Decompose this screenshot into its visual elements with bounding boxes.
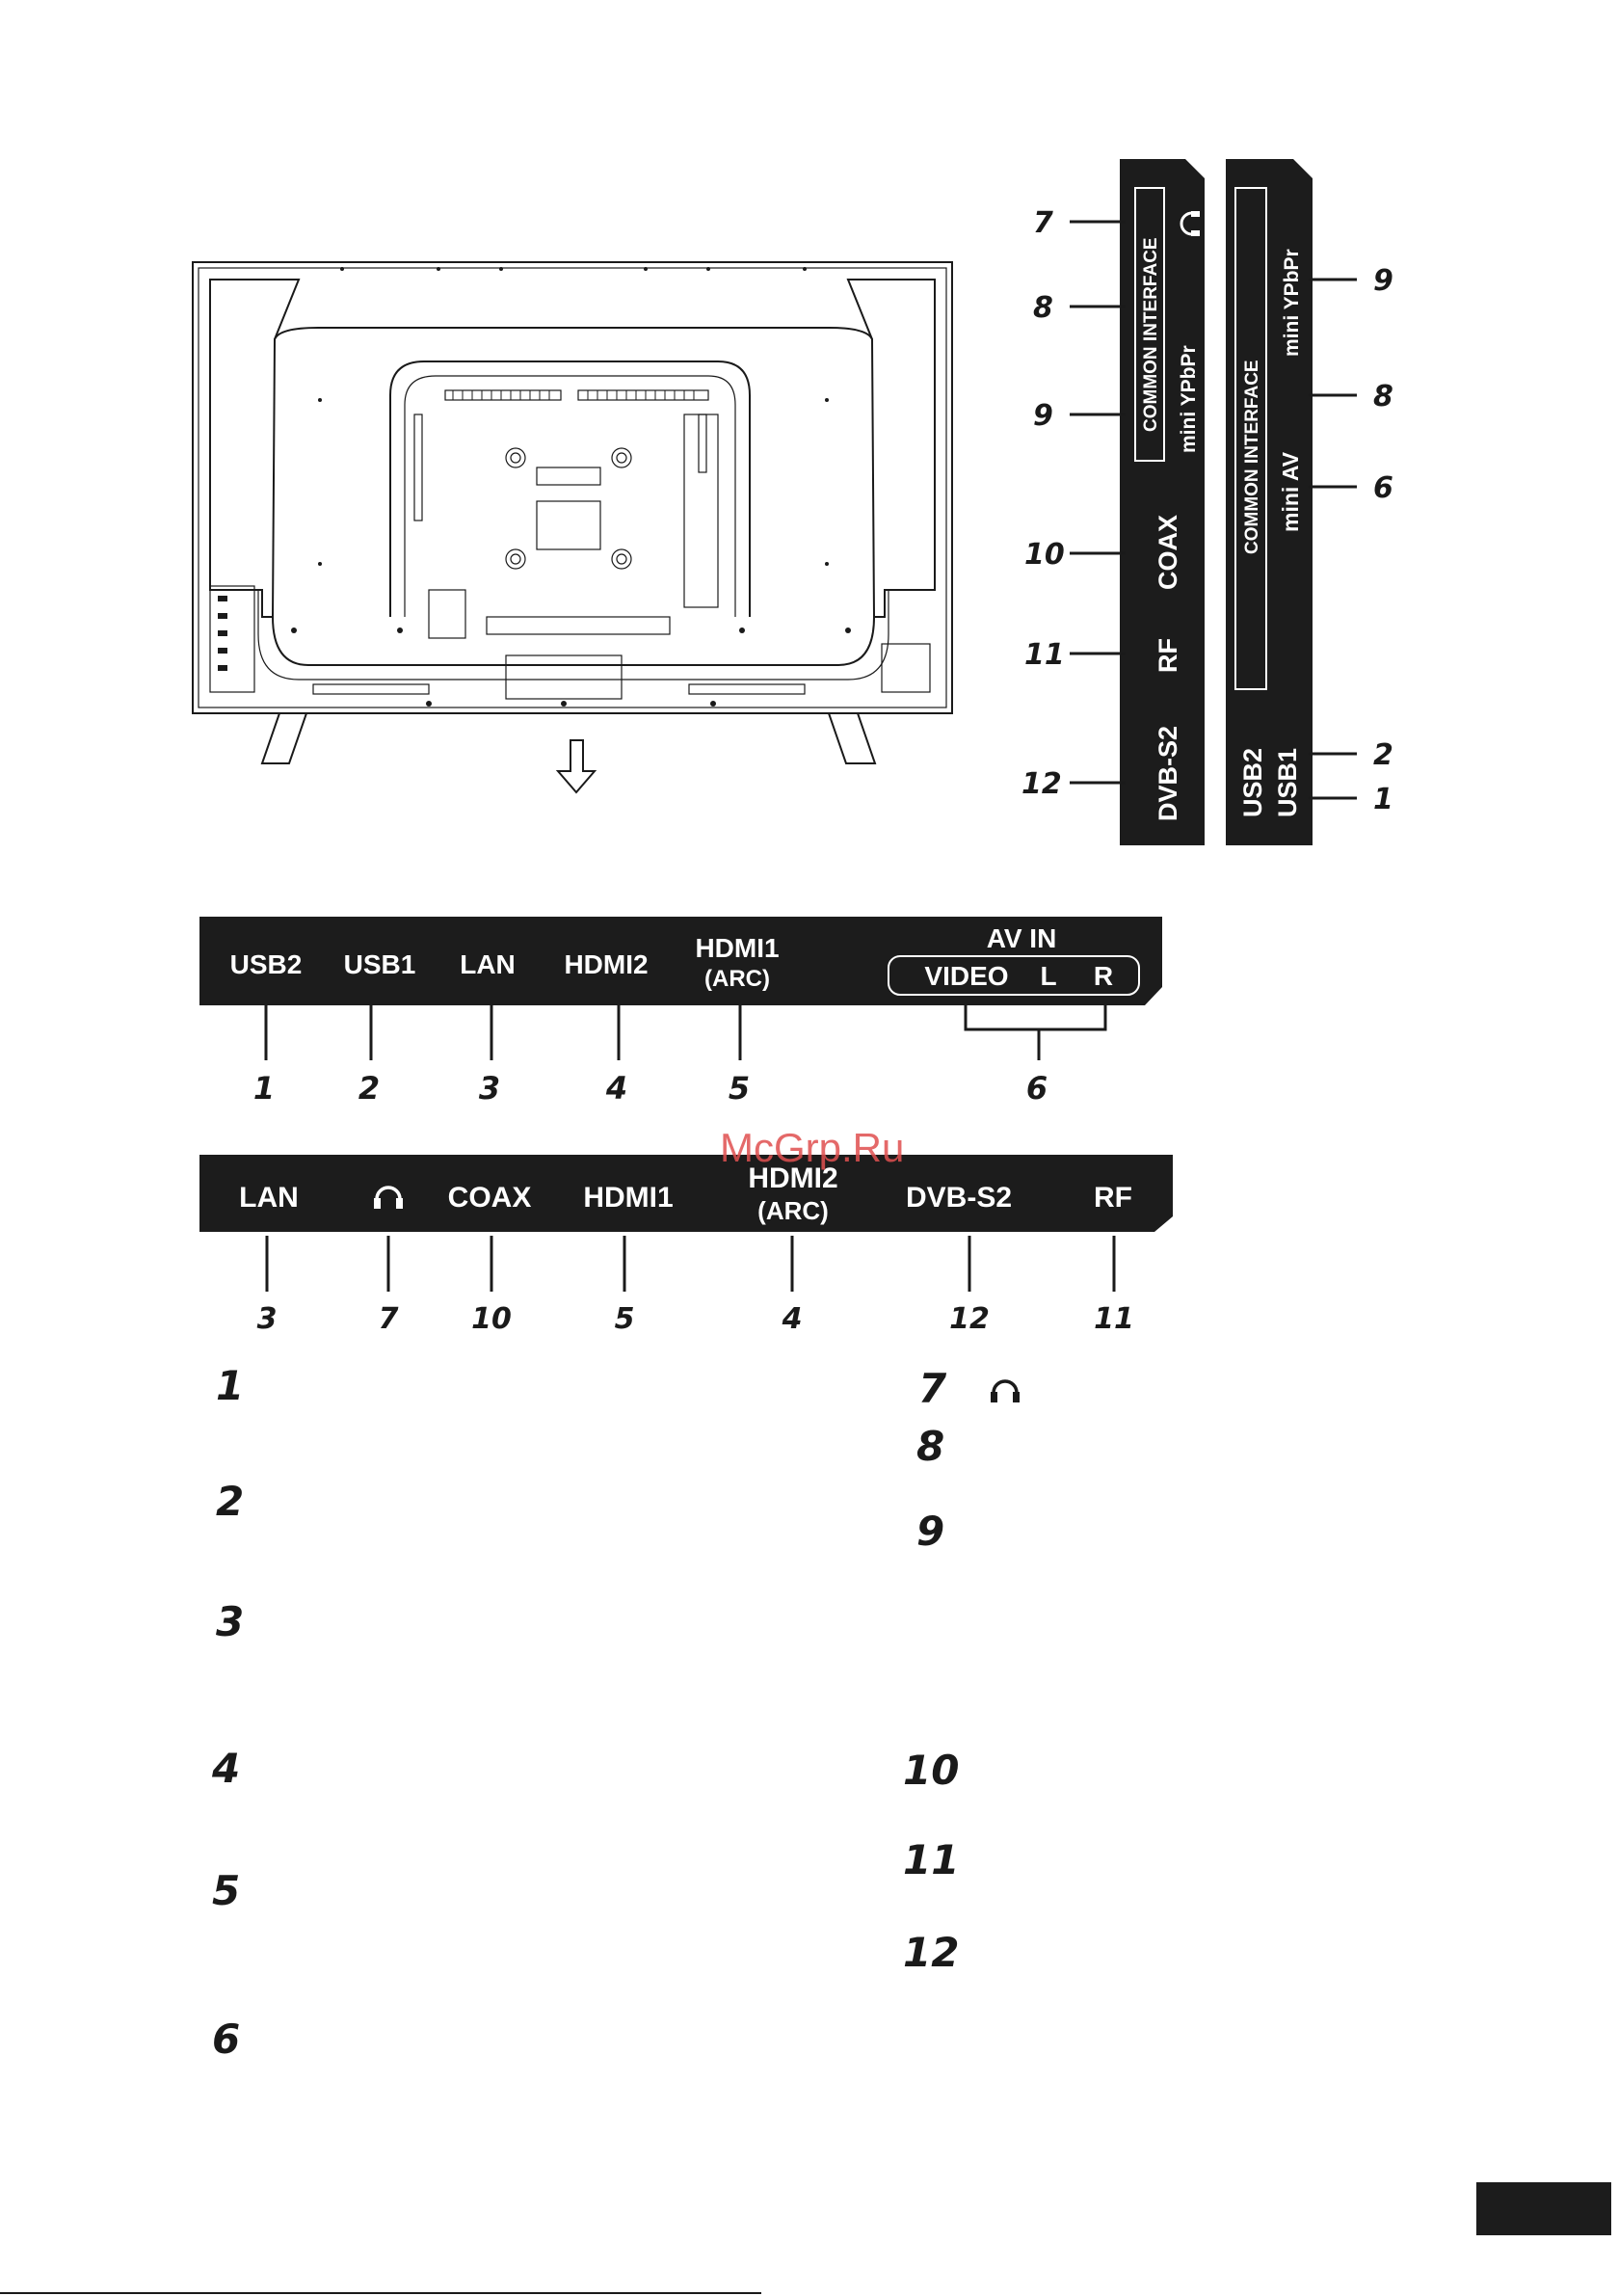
port-audio-l-label: L [1040,961,1057,991]
watermark: McGrp.Ru [720,1125,905,1170]
callout-6: 6 [1025,1070,1048,1107]
callout-1: 1 [252,1070,276,1107]
side-left-ypbpr-label: mini YPbPr [1178,345,1200,453]
callout-8: 8 [1033,291,1053,325]
port-hdmi2-label-2: HDMI2 [748,1162,838,1194]
bottom-panel-1 [199,917,1162,1107]
side-panel-left [1021,159,1205,845]
port-lan-label-2: LAN [239,1182,299,1214]
side-right-usb1-label: USB1 [1273,747,1302,817]
legend-left [211,1362,244,2063]
av-in-title: AV IN [986,923,1057,953]
side-right-ypbpr-label: mini YPbPr [1281,249,1303,357]
side-left-dvbs2-label: DVB-S2 [1154,725,1182,821]
legend-right [903,1365,1020,1976]
callout-11-b: 11 [1094,1302,1134,1336]
port-hdmi1-label-2: HDMI1 [583,1182,674,1214]
port-lan-label: LAN [460,949,516,979]
callout-12-b: 12 [949,1302,990,1336]
callout-5: 5 [728,1070,751,1107]
callout-7-b: 7 [378,1302,399,1336]
callout-8-right: 8 [1373,380,1393,414]
port-usb1-label: USB1 [343,949,416,979]
callout-11: 11 [1024,638,1065,672]
legend-2: 2 [216,1478,245,1525]
callout-9: 9 [1033,399,1053,433]
page-tab [1476,2182,1611,2235]
callout-10-b: 10 [471,1302,512,1336]
callout-1-right: 1 [1373,783,1393,816]
port-hdmi1-arc-label: (ARC) [704,966,770,992]
callout-5-b: 5 [614,1302,635,1336]
bottom-panel-2 [199,1155,1173,1336]
callout-3: 3 [478,1070,501,1107]
side-left-coax-label: COAX [1154,514,1182,590]
port-hdmi1-label: HDMI1 [695,933,780,963]
callout-4: 4 [605,1070,628,1107]
legend-5: 5 [212,1867,241,1914]
legend-10: 10 [903,1747,960,1794]
port-video-label: VIDEO [924,961,1009,991]
callout-2-right: 2 [1373,738,1393,772]
legend-9: 9 [916,1508,945,1555]
port-coax-label: COAX [447,1182,532,1214]
callout-10: 10 [1024,538,1065,572]
callout-12: 12 [1021,767,1062,801]
side-left-rf-label: RF [1154,638,1182,673]
port-hdmi2-arc-label: (ARC) [757,1196,829,1225]
legend-11: 11 [903,1836,960,1883]
legend-3: 3 [216,1598,245,1645]
port-dvbs2-label: DVB-S2 [905,1182,1013,1214]
side-right-common-interface-label: COMMON INTERFACE [1242,360,1262,554]
legend-12: 12 [903,1929,960,1976]
legend-4: 4 [212,1745,241,1792]
port-rf-label: RF [1094,1182,1132,1214]
legend-7: 7 [918,1365,947,1412]
side-right-usb2-label: USB2 [1238,747,1267,817]
port-hdmi2-label: HDMI2 [564,949,649,979]
callout-2: 2 [358,1070,381,1107]
port-audio-r-label: R [1093,961,1114,991]
legend-6: 6 [212,2016,241,2063]
legend-8: 8 [916,1423,945,1470]
callout-4-b: 4 [782,1302,803,1336]
headphones-icon [991,1381,1020,1402]
port-usb2-label: USB2 [229,949,303,979]
callout-9-right: 9 [1373,264,1393,298]
side-left-common-interface-label: COMMON INTERFACE [1141,237,1161,432]
tv-back-illustration [193,262,952,792]
side-panel-right [1226,159,1393,845]
callout-6-right: 6 [1373,471,1393,505]
callout-7: 7 [1033,206,1053,240]
callout-3-b: 3 [256,1302,278,1336]
side-right-mini-av-label: mini AV [1278,451,1303,532]
legend-1: 1 [216,1362,245,1409]
